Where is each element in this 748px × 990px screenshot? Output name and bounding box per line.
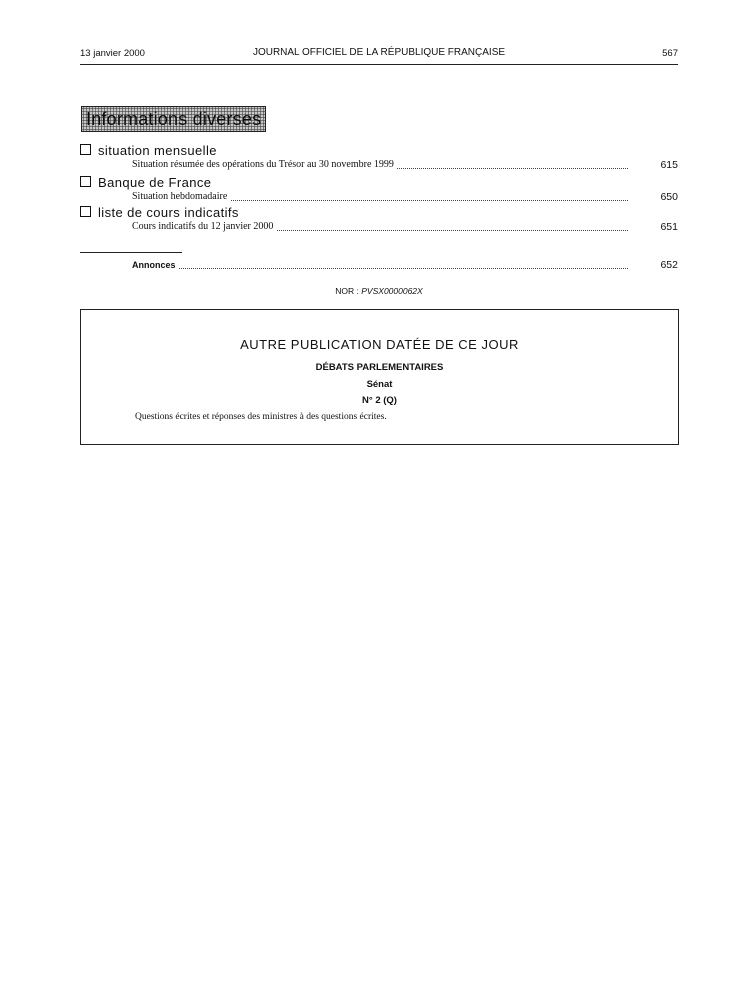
- checkbox-square-icon: [80, 176, 91, 187]
- page-number: 567: [662, 48, 678, 59]
- toc-entry-page: 650: [660, 191, 678, 203]
- dot-leader: [132, 268, 628, 269]
- section-title: liste de cours indicatifs: [98, 205, 239, 220]
- toc-entry[interactable]: [132, 220, 678, 234]
- publication-description: Questions écrites et réponses des ministres à des questions écrites.: [135, 412, 387, 422]
- nor-reference: [80, 286, 678, 296]
- section-banner: Informations diverses: [81, 106, 266, 132]
- section-heading: [80, 175, 211, 191]
- toc-entry[interactable]: [132, 190, 678, 204]
- other-publication-box: [80, 309, 679, 445]
- page-header: [80, 46, 678, 62]
- publication-number: N° 2 (Q): [362, 395, 397, 406]
- publication-subheading: DÉBATS PARLEMENTAIRES: [315, 362, 444, 373]
- nor-code: PVSX0000062X: [361, 286, 423, 296]
- checkbox-square-icon: [80, 206, 91, 217]
- section-heading: [80, 205, 239, 221]
- toc-entry-page: 651: [660, 221, 678, 233]
- journal-title: JOURNAL OFFICIEL DE LA RÉPUBLIQUE FRANÇAISE: [252, 47, 506, 58]
- toc-entry[interactable]: [132, 158, 678, 172]
- section-heading: [80, 143, 217, 159]
- header-date: 13 janvier 2000: [80, 48, 145, 59]
- separator-rule: [80, 252, 182, 253]
- publication-heading: AUTRE PUBLICATION DATÉE DE CE JOUR: [240, 337, 519, 352]
- toc-entry-page: 615: [660, 159, 678, 171]
- nor-prefix: NOR :: [335, 286, 359, 296]
- toc-entry-label: Situation hebdomadaire: [132, 190, 230, 204]
- header-rule: [80, 64, 678, 65]
- publication-chamber: Sénat: [366, 379, 393, 390]
- checkbox-square-icon: [80, 144, 91, 155]
- toc-entry-label: Cours indicatifs du 12 janvier 2000: [132, 220, 276, 234]
- annonces-page: 652: [660, 259, 678, 271]
- section-title: situation mensuelle: [98, 143, 217, 158]
- annonces-label: Annonces: [132, 260, 176, 270]
- toc-entry-annonces[interactable]: [132, 258, 678, 272]
- section-title: Banque de France: [98, 175, 212, 190]
- toc-entry-label: Situation résumée des opérations du Trésor au 30 novembre 1999: [132, 158, 397, 172]
